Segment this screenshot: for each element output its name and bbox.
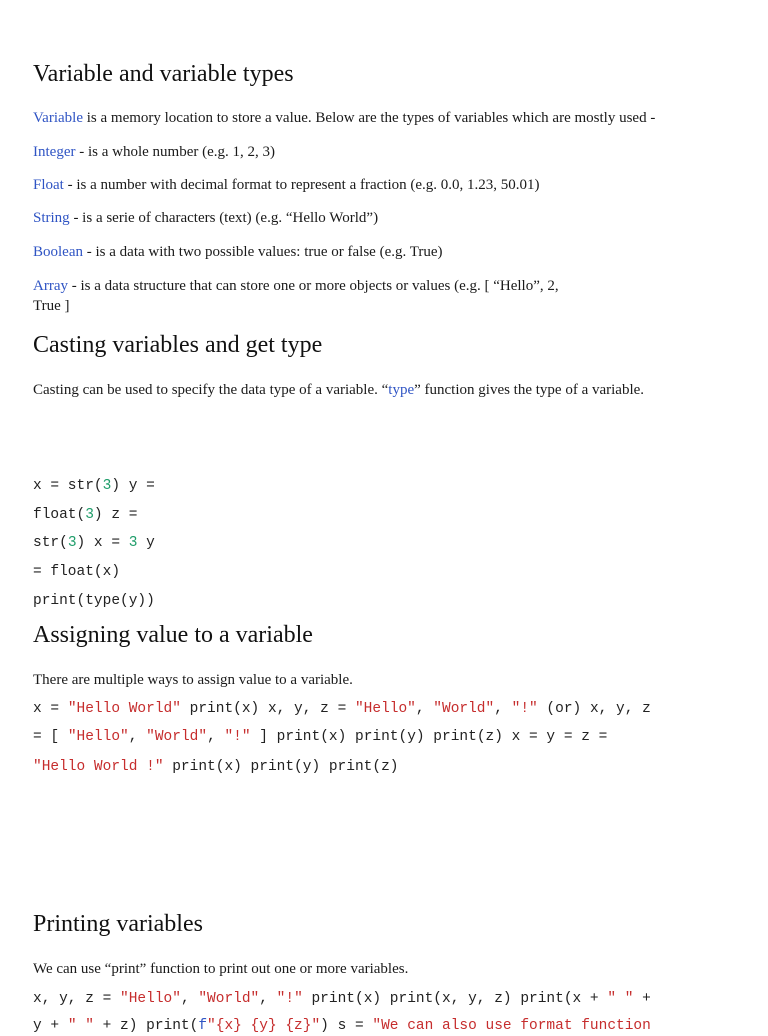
type-array: Array - is a data structure that can store one or more objects or values (e.g. [ “Hello”, 2, — [33, 278, 559, 294]
casting-description: Casting can be used to specify the data type of a variable. “type” function gives the type of a variable. — [33, 382, 645, 398]
assigning-description: There are multiple ways to assign value to a variable. — [33, 672, 353, 688]
term-array: Array — [33, 278, 68, 294]
type-boolean: Boolean - is a data with two possible values: true or false (e.g. True) — [33, 244, 443, 260]
code-line: "Hello World !" print(x) print(y) print(z) — [33, 759, 399, 775]
type-float: Float - is a number with decimal format to represent a fraction (e.g. 0.0, 1.23, 50.01) — [33, 177, 540, 193]
code-line: str(3) x = 3 y — [33, 535, 155, 551]
section-title-assigning: Assigning value to a variable — [33, 622, 313, 648]
printing-description: We can use “print” function to print out one or more variables. — [33, 961, 409, 977]
section-title-printing: Printing variables — [33, 911, 203, 937]
keyword-type: type — [388, 382, 415, 398]
term-integer: Integer — [33, 144, 76, 160]
variable-intro: Variable is a memory location to store a value. Below are the types of variables which are mostly used - — [33, 110, 656, 126]
code-line: x = "Hello World" print(x) x, y, z = "Hello", "World", "!" (or) x, y, z — [33, 701, 651, 717]
type-string: String - is a serie of characters (text) (e.g. “Hello World”) — [33, 210, 379, 226]
type-integer: Integer - is a whole number (e.g. 1, 2, 3) — [33, 144, 276, 160]
code-line: = [ "Hello", "World", "!" ] print(x) print(y) print(z) x = y = z = — [33, 729, 608, 745]
code-line: print(type(y)) — [33, 593, 155, 609]
code-line: x = str(3) y = — [33, 478, 155, 494]
term-variable: Variable — [33, 110, 83, 126]
type-array-continued: True ] — [33, 298, 70, 314]
term-boolean: Boolean — [33, 244, 83, 260]
code-line: float(3) z = — [33, 507, 138, 523]
code-line: = float(x) — [33, 564, 121, 580]
section-title-variables: Variable and variable types — [33, 61, 294, 87]
term-string: String — [33, 210, 70, 226]
code-line: y + " " + z) print(f"{x} {y} {z}") s = "We can also use format function — [33, 1018, 651, 1034]
term-float: Float — [33, 177, 64, 193]
section-title-casting: Casting variables and get type — [33, 332, 323, 358]
code-line: x, y, z = "Hello", "World", "!" print(x) print(x, y, z) print(x + " " + — [33, 991, 651, 1007]
